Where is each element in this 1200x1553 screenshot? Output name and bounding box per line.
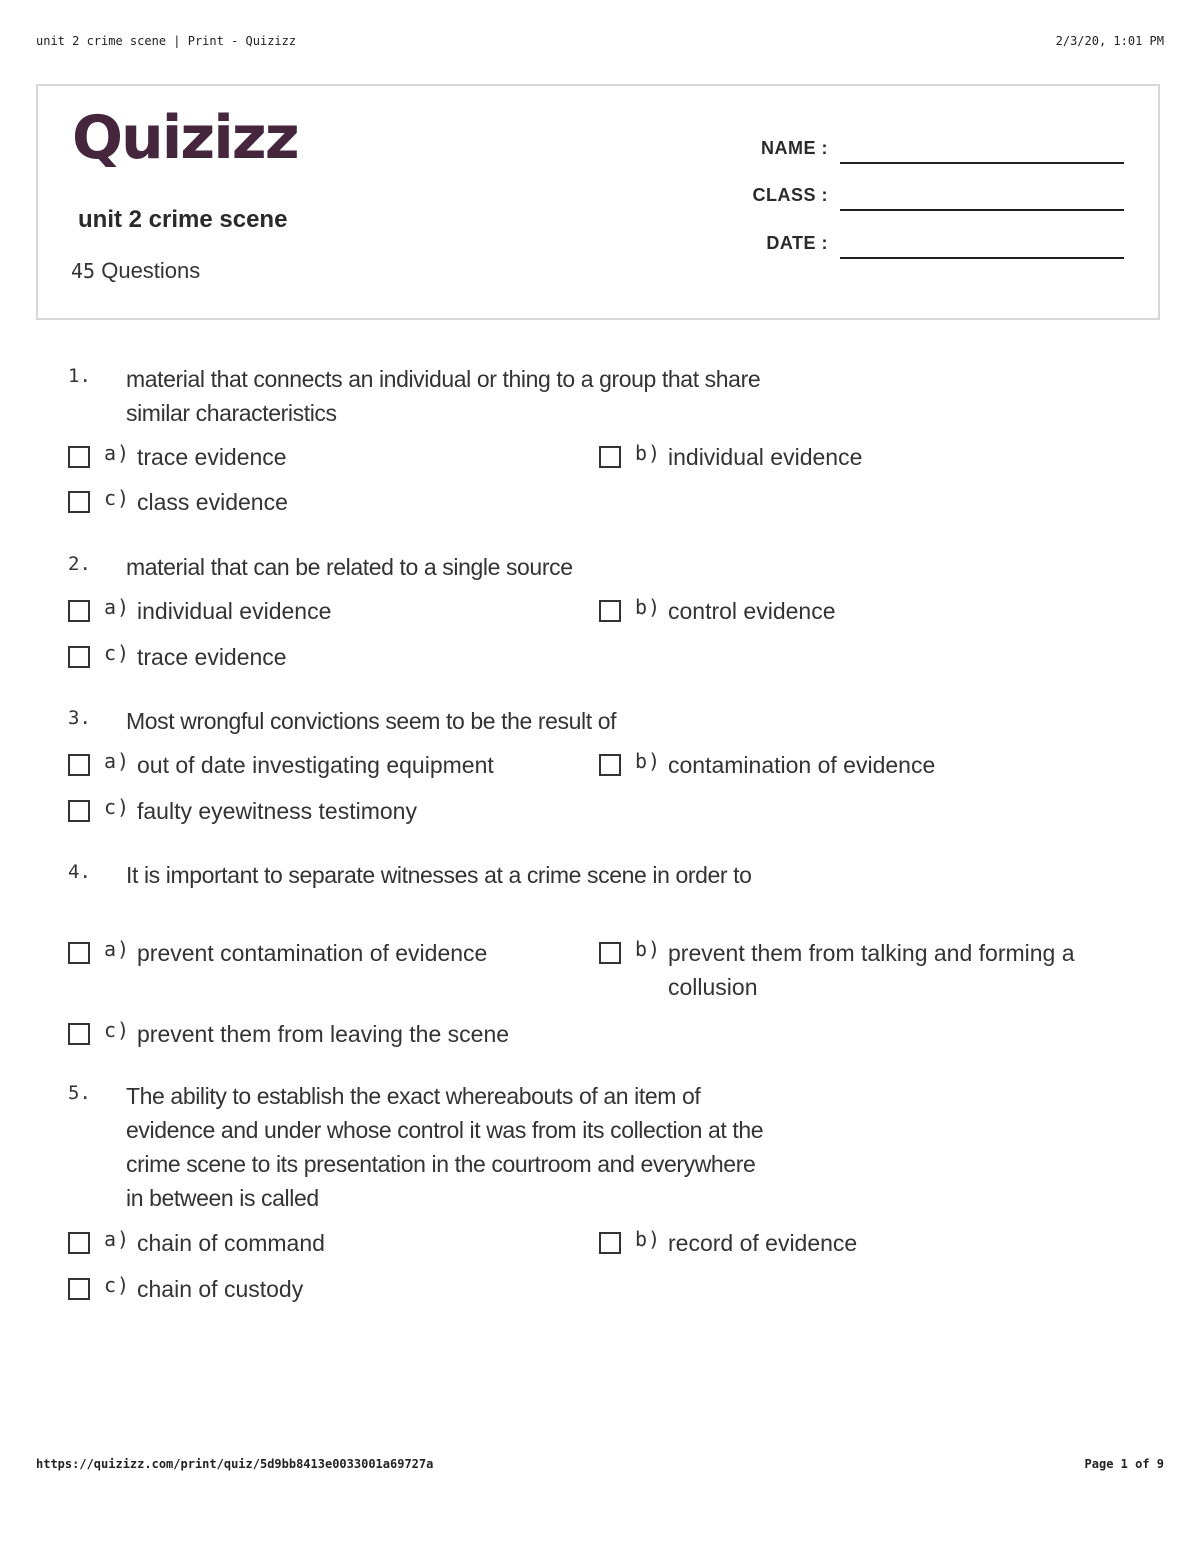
option-letter: a): [104, 595, 131, 619]
option-text: faulty eyewitness testimony: [137, 798, 417, 824]
checkbox[interactable]: [68, 1232, 90, 1254]
question-count-number: 45: [71, 259, 96, 283]
option-text: class evidence: [137, 489, 288, 515]
question-text: Most wrongful convictions seem to be the result of: [126, 708, 617, 734]
option-text: trace evidence: [137, 444, 287, 470]
date-field: [724, 233, 1124, 273]
class-field: [724, 185, 1124, 225]
checkbox[interactable]: [68, 800, 90, 822]
checkbox[interactable]: [599, 600, 621, 622]
checkbox[interactable]: [68, 646, 90, 668]
checkbox[interactable]: [68, 1278, 90, 1300]
checkbox[interactable]: [68, 491, 90, 513]
quizizz-logo: Quizizz: [72, 103, 298, 173]
question-number: 5.: [68, 1082, 91, 1104]
option-letter: b): [635, 595, 662, 619]
name-field: [724, 138, 1124, 178]
print-footer: [36, 1457, 1164, 1471]
checkbox[interactable]: [68, 600, 90, 622]
option-text: chain of command: [137, 1230, 325, 1256]
checkbox[interactable]: [599, 446, 621, 468]
date-line: [840, 257, 1124, 259]
checkbox[interactable]: [599, 942, 621, 964]
option-letter: b): [635, 441, 662, 465]
option-letter: c): [104, 1018, 131, 1042]
option-text: individual evidence: [668, 444, 863, 470]
question-number: 1.: [68, 365, 91, 387]
option-text: record of evidence: [668, 1230, 858, 1256]
question-text: material that can be related to a single source: [126, 554, 573, 580]
print-datetime: 2/3/20, 1:01 PM: [1055, 34, 1164, 48]
class-label: CLASS :: [752, 185, 828, 205]
print-page-title: unit 2 crime scene | Print - Quizizz: [36, 34, 297, 48]
question-text: It is important to separate witnesses at a crime scene in order to: [126, 862, 752, 888]
checkbox[interactable]: [68, 446, 90, 468]
option-text: prevent them from talking and forming a collusion: [668, 940, 1075, 1000]
question-text: The ability to establish the exact whereabouts of an item of evidence and under whose control it was from its collection at the crime scene to its presentation in the courtroom and everywhere in between is called: [126, 1083, 764, 1211]
checkbox[interactable]: [68, 1023, 90, 1045]
option-letter: a): [104, 1227, 131, 1251]
option-text: chain of custody: [137, 1276, 304, 1302]
print-header: [36, 34, 1164, 48]
question-number: 3.: [68, 707, 91, 729]
option-text: prevent them from leaving the scene: [137, 1021, 510, 1047]
name-line: [840, 162, 1124, 164]
checkbox[interactable]: [599, 1232, 621, 1254]
checkbox[interactable]: [599, 754, 621, 776]
quiz-title: unit 2 crime scene: [78, 206, 288, 233]
question-text: material that connects an individual or thing to a group that share similar characteristics: [126, 366, 761, 426]
checkbox[interactable]: [68, 754, 90, 776]
option-letter: b): [635, 937, 662, 961]
option-letter: a): [104, 441, 131, 465]
page-indicator: Page 1 of 9: [1084, 1457, 1164, 1471]
class-line: [840, 209, 1124, 211]
checkbox[interactable]: [68, 942, 90, 964]
option-text: individual evidence: [137, 598, 332, 624]
option-letter: b): [635, 1227, 662, 1251]
option-text: control evidence: [668, 598, 836, 624]
option-text: contamination of evidence: [668, 752, 936, 778]
option-letter: c): [104, 795, 131, 819]
quiz-header-box: [36, 84, 1160, 320]
question-number: 4.: [68, 861, 91, 883]
option-letter: c): [104, 486, 131, 510]
question-number: 2.: [68, 553, 91, 575]
name-label: NAME :: [761, 138, 828, 158]
print-url: https://quizizz.com/print/quiz/5d9bb8413e0033001a69727a: [36, 1457, 434, 1471]
question-count-suffix: Questions: [101, 258, 201, 283]
option-text: out of date investigating equipment: [137, 752, 494, 778]
option-text: trace evidence: [137, 644, 287, 670]
option-letter: a): [104, 937, 131, 961]
option-letter: c): [104, 1273, 131, 1297]
option-letter: a): [104, 749, 131, 773]
date-label: DATE :: [766, 233, 828, 253]
question-count: [71, 258, 200, 284]
option-letter: b): [635, 749, 662, 773]
option-letter: c): [104, 641, 131, 665]
option-text: prevent contamination of evidence: [137, 940, 488, 966]
